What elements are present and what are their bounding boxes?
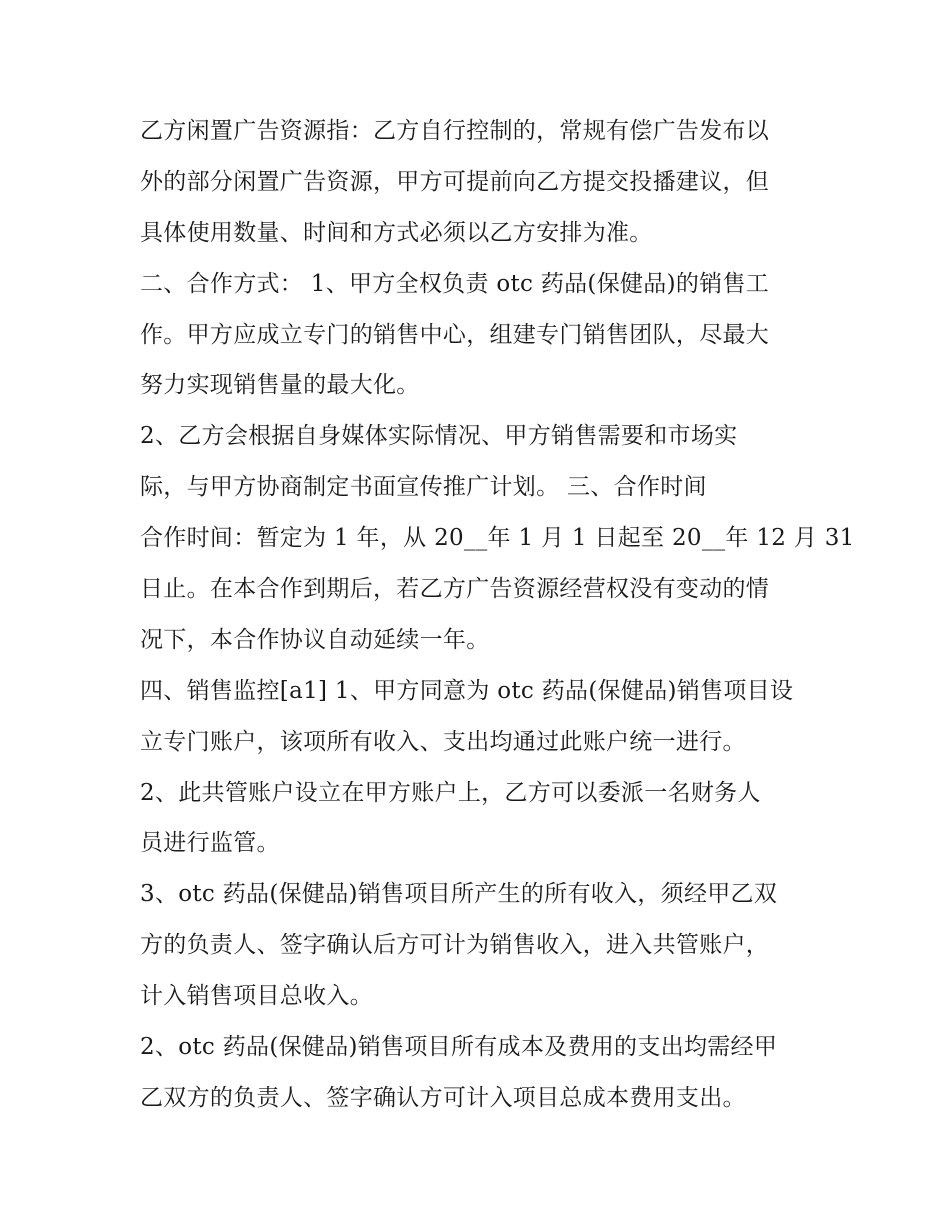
text-line: 日止。在本合作到期后，若乙方广告资源经营权没有变动的情 xyxy=(140,576,770,603)
text-line: 际，与甲方协商制定书面宣传推广计划。 三、合作时间 xyxy=(140,474,707,501)
text-line: 乙方闲置广告资源指：乙方自行控制的，常规有偿广告发布以 xyxy=(140,118,770,144)
text-line: 作。甲方应成立专门的销售中心，组建专门销售团队，尽最大 xyxy=(140,321,770,348)
text-line: 2、otc 药品(保健品)销售项目所有成本及费用的支出均需经甲 xyxy=(140,1034,778,1061)
text-line: 计入销售项目总收入。 xyxy=(140,983,373,1010)
text-line: 2、乙方会根据自身媒体实际情况、甲方销售需要和市场实 xyxy=(140,423,738,450)
text-line: 外的部分闲置广告资源，甲方可提前向乙方提交投播建议，但 xyxy=(140,168,770,195)
text-line: 乙双方的负责人、签字确认方可计入项目总成本费用支出。 xyxy=(140,1084,746,1111)
text-line: 况下，本合作协议自动延续一年。 xyxy=(140,626,490,653)
document-body xyxy=(140,106,855,1124)
text-line: 3、otc 药品(保健品)销售项目所产生的所有收入，须经甲乙双 xyxy=(140,881,778,908)
text-line: 具体使用数量、时间和方式必须以乙方安排为准。 xyxy=(140,219,653,246)
text-line: 四、销售监控[a1] 1、甲方同意为 otc 药品(保健品)销售项目设 xyxy=(140,677,794,704)
text-line: 努力实现销售量的最大化。 xyxy=(140,372,420,399)
text-line: 二、合作方式： 1、甲方全权负责 otc 药品(保健品)的销售工 xyxy=(140,270,770,297)
text-line: 员进行监管。 xyxy=(140,830,280,857)
text-line: 2、此共管账户设立在甲方账户上，乙方可以委派一名财务人 xyxy=(140,779,761,806)
text-line: 方的负责人、签字确认后方可计为销售收入，进入共管账户， xyxy=(140,932,770,959)
text-line: 立专门账户，该项所有收入、支出均通过此账户统一进行。 xyxy=(140,728,746,755)
text-line: 合作时间：暂定为 1 年，从 20__年 1 月 1 日起至 20__年 12 月 31 xyxy=(140,525,855,552)
